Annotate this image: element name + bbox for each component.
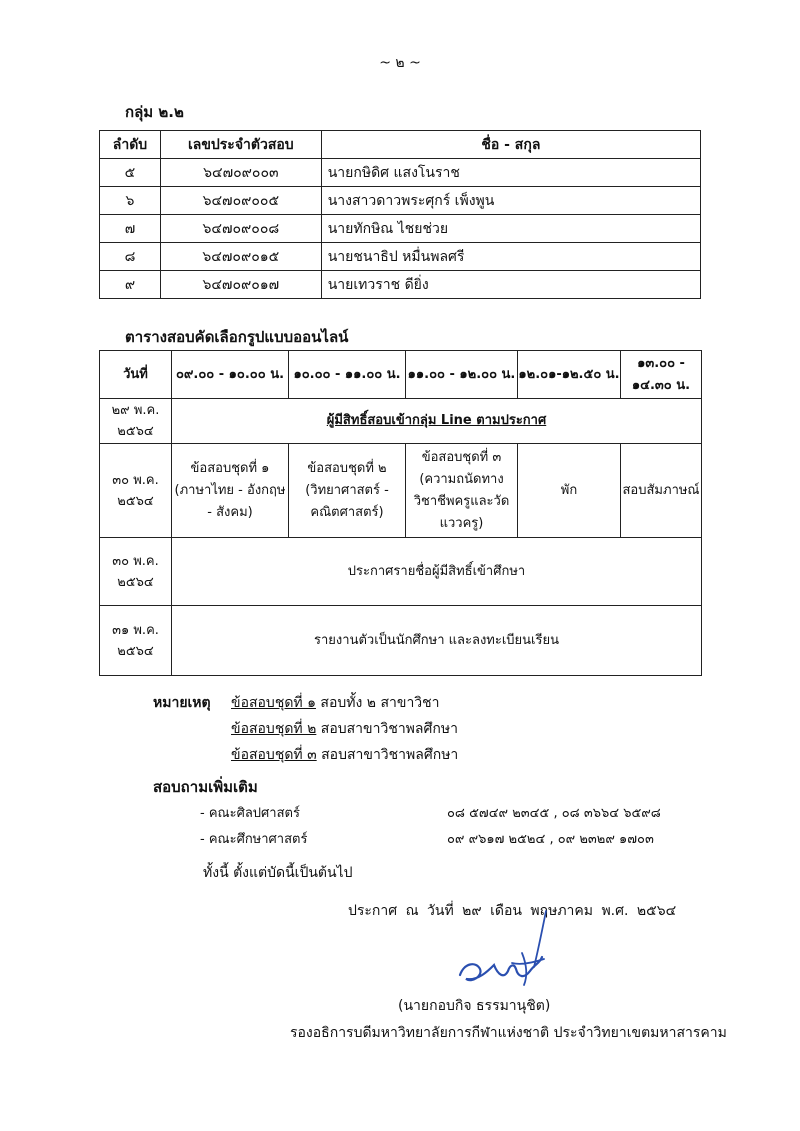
header-exam-id: เลขประจำตัวสอบ [160,131,321,159]
table-row [100,215,701,243]
header-no: ลำดับ [100,131,161,159]
cell-exam-id: ๖๔๗๐๙๐๐๕ [160,187,321,215]
header-slot-2: ๑๐.๐๐ - ๑๑.๐๐ น. [289,351,406,399]
cell-name: นายเทวราช ดียิ่ง [321,271,700,299]
cell-name: นางสาวดาวพระศุกร์ เพ็งพูน [321,187,700,215]
signer-name: (นายกอบกิจ ธรรมานุชิต) [398,998,551,1014]
cell-date: ๒๙ พ.ค. ๒๕๖๔ [100,399,172,444]
line-group-notice-text: ผู้มีสิทธิ์สอบเข้ากลุ่ม Line ตามประกาศ [326,413,547,428]
announcement-date: ประกาศ ณ วันที่ ๒๙ เดือน พฤษภาคม พ.ศ. ๒๕๖๔ [348,903,677,919]
page-number: ~ ๒ ~ [379,55,421,71]
contact-faculty: - คณะศิลปศาสตร์ [200,806,300,821]
cell-date: ๓๑ พ.ค. ๒๕๖๔ [100,606,172,676]
cell-exam-id: ๖๔๗๐๙๐๐๓ [160,159,321,187]
remark-test-set: ข้อสอบชุดที่ ๒ [231,721,317,737]
cell-date: ๓๐ พ.ค. ๒๕๖๔ [100,444,172,538]
table-row [100,159,701,187]
cell-interview: สอบสัมภาษณ์ [621,444,702,538]
cell-test-set-3: ข้อสอบชุดที่ ๓ (ความถนัดทางวิชาชีพครูและวัดแววครู) [406,444,518,538]
remark-text: สอบสาขาวิชาพลศึกษา [316,721,458,737]
remarks-label: หมายเหตุ [153,695,211,711]
contact-heading: สอบถามเพิ่มเติม [153,778,258,796]
cell-name: นายทักษิณ ไชยช่วย [321,215,700,243]
cell-exam-id: ๖๔๗๐๙๐๑๗ [160,271,321,299]
line-group-notice [172,399,702,444]
cell-exam-id: ๖๔๗๐๙๐๐๘ [160,215,321,243]
remarks [153,690,458,768]
schedule-header-row [100,351,702,399]
table-header-row [100,131,701,159]
candidates-table [99,130,701,299]
cell-exam-id: ๖๔๗๐๙๐๑๕ [160,243,321,271]
cell-no: ๖ [100,187,161,215]
header-date: วันที่ [100,351,172,399]
contact-phone: ๐๙ ๙๖๑๗ ๒๕๒๔ , ๐๙ ๒๓๒๙ ๑๗๐๓ [447,832,654,847]
table-row [100,271,701,299]
remark-row [153,716,458,742]
cell-announce-admission: ประกาศรายชื่อผู้มีสิทธิ์เข้าศึกษา [172,538,702,606]
table-row [100,444,702,538]
table-row [100,538,702,606]
signer-position: รองอธิการบดีมหาวิทยาลัยการกีฬาแห่งชาติ ประจำวิทยาเขตมหาสารคาม [290,1025,727,1041]
cell-name: นายกษิดิศ แสงโนราช [321,159,700,187]
since-text: ทั้งนี้ ตั้งแต่บัดนี้เป็นต้นไป [203,865,353,881]
table-row [100,399,702,444]
cell-test-set-1: ข้อสอบชุดที่ ๑ (ภาษาไทย - อังกฤษ - สังคม) [172,444,289,538]
header-slot-1: ๐๙.๐๐ - ๑๐.๐๐ น. [172,351,289,399]
header-slot-5: ๑๓.๐๐ - ๑๔.๓๐ น. [621,351,702,399]
contact-phone: ๐๘ ๕๗๔๙ ๒๓๔๕ , ๐๘ ๓๖๖๔ ๖๕๙๘ [447,806,661,821]
remark-text: สอบทั้ง ๒ สาขาวิชา [315,695,440,711]
remark-text: สอบสาขาวิชาพลศึกษา [316,747,459,763]
remark-row [153,690,458,716]
schedule-heading: ตารางสอบคัดเลือกรูปแบบออนไลน์ [125,328,349,346]
cell-registration: รายงานตัวเป็นนักศึกษา และลงทะเบียนเรียน [172,606,702,676]
table-row [100,606,702,676]
remark-test-set: ข้อสอบชุดที่ ๑ [231,695,316,711]
cell-test-set-2: ข้อสอบชุดที่ ๒ (วิทยาศาสตร์ - คณิตศาสตร์) [289,444,406,538]
header-name: ชื่อ - สกุล [321,131,700,159]
contact-faculty: - คณะศึกษาศาสตร์ [200,832,308,847]
table-row [100,187,701,215]
cell-no: ๘ [100,243,161,271]
signature-icon [450,905,560,995]
remark-row [153,742,458,768]
cell-no: ๕ [100,159,161,187]
group-heading: กลุ่ม ๒.๒ [125,103,184,121]
cell-date: ๓๐ พ.ค. ๒๕๖๔ [100,538,172,606]
remark-test-set: ข้อสอบชุดที่ ๓ [231,747,317,763]
cell-no: ๗ [100,215,161,243]
table-row [100,243,701,271]
cell-no: ๙ [100,271,161,299]
cell-name: นายชนาธิป หมื่นพลศรี [321,243,700,271]
header-slot-3: ๑๑.๐๐ - ๑๒.๐๐ น. [406,351,518,399]
cell-break: พัก [518,444,621,538]
schedule-table [99,350,702,676]
header-slot-4: ๑๒.๐๑-๑๒.๕๐ น. [518,351,621,399]
